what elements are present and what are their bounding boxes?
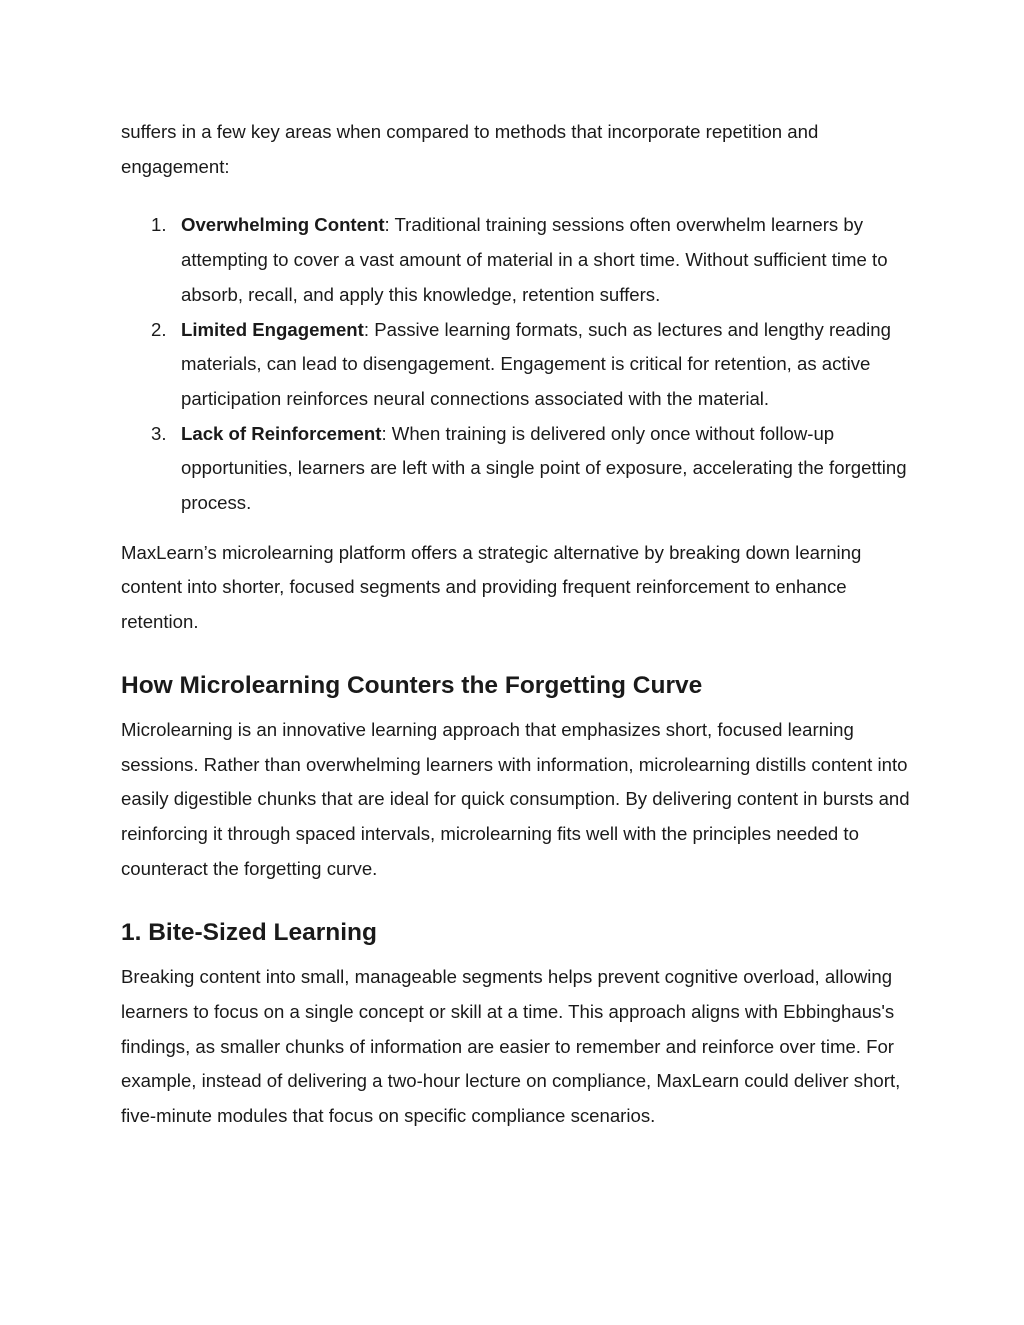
key-areas-list [121, 208, 911, 520]
section-heading-microlearning: How Microlearning Counters the Forgetting Curve [121, 671, 703, 699]
list-item-number: 2. [151, 318, 167, 340]
list-item-title: Lack of Reinforcement [181, 422, 382, 444]
list-item-number: 3. [151, 422, 167, 444]
list-item [151, 208, 911, 312]
intro-paragraph: suffers in a few key areas when compared to methods that incorporate repetition and engagement: [121, 121, 819, 177]
list-item-text: : Passive learning formats, such as lectures and lengthy reading materials, can lead to disengagement. Engagement is critical for retention, as active participation reinforces neural connections associated with the material. [181, 318, 891, 409]
microlearning-paragraph: Microlearning is an innovative learning approach that emphasizes short, focused learning sessions. Rather than overwhelming learners with information, microlearning distills content into easily digestible chunks that are ideal for quick consumption. By delivering content in bursts and reinforcing it through spaced intervals, microlearning fits well with the principles needed to counteract the forgetting curve. [121, 718, 910, 879]
list-item [151, 417, 911, 521]
list-item-text: : Traditional training sessions often overwhelm learners by attempting to cover a vast amount of material in a short time. Without sufficient time to absorb, recall, and apply this knowledge, retention suffers. [181, 214, 888, 305]
maxlearn-paragraph: MaxLearn’s microlearning platform offers a strategic alternative by breaking down learning content into shorter, focused segments and providing frequent reinforcement to enhance retention. [121, 541, 862, 633]
list-item [151, 313, 911, 417]
list-item-title: Limited Engagement [181, 318, 364, 340]
section-heading-bite-sized: 1. Bite-Sized Learning [121, 919, 377, 947]
document-page [121, 115, 911, 1134]
list-item-text: : When training is delivered only once without follow-up opportunities, learners are left with a single point of exposure, accelerating the forgetting process. [181, 422, 907, 514]
bite-sized-paragraph: Breaking content into small, manageable segments helps prevent cognitive overload, allowing learners to focus on a single concept or skill at a time. This approach aligns with Ebbinghaus's findings, as smaller chunks of information are easier to remember and reinforce over time. For example, instead of delivering a two-hour lecture on compliance, MaxLearn could deliver short, five-minute modules that focus on specific compliance scenarios. [121, 966, 901, 1127]
list-item-number: 1. [151, 214, 167, 236]
list-item-title: Overwhelming Content [181, 214, 385, 236]
